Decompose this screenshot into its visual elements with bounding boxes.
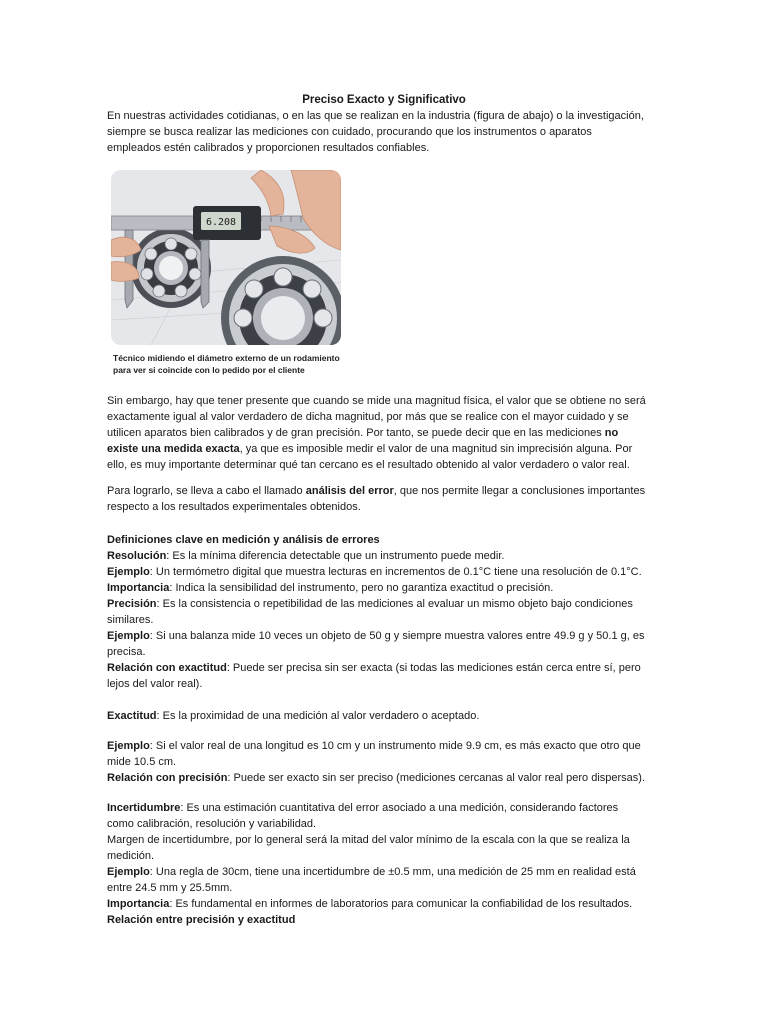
- bold-text: no: [604, 427, 619, 439]
- text-run: , ya que es imposible medir el valor de una magnitud sin imprecisión alguna. Por: [239, 443, 633, 455]
- intro-line: En nuestras actividades cotidianas, o en las que se realizan en la industria (figura de abajo) o la investigación,: [107, 110, 644, 122]
- definition-text: Margen de incertidumbre, por lo general será la mitad del valor mínimo de la escala con la que se realiza la: [107, 834, 630, 846]
- definition-text: : Una regla de 30cm, tiene una incertidumbre de ±0.5 mm, una medición de 25 mm en realidad está: [149, 866, 636, 878]
- intro-line: empleados estén calibrados y proporcionen resultados confiables.: [107, 142, 430, 154]
- caption-line: para ver si coincide con lo pedido por el cliente: [113, 365, 305, 375]
- bold-text: análisis del error: [305, 485, 394, 497]
- paragraph-para-lograrlo: [107, 483, 667, 515]
- definition-exactitud: [107, 708, 667, 724]
- definition-ejemplo: [107, 564, 667, 580]
- bold-text: Definiciones clave en medición y análisis de errores: [107, 534, 380, 546]
- intro-paragraph: [107, 108, 667, 156]
- definition-text: : Es la consistencia o repetibilidad de las mediciones al evaluar un mismo objeto bajo condiciones: [156, 598, 633, 610]
- term: Resolución: [107, 550, 167, 562]
- definition-text: medición.: [107, 850, 155, 862]
- paragraph-line: ello, es muy importante determinar qué tan cercano es el resultado obtenido al valor verdadero o valor real.: [107, 459, 630, 471]
- caliper-display-reading: 6.208: [205, 217, 237, 228]
- term: Incertidumbre: [107, 802, 181, 814]
- definition-text: lejos del valor real).: [107, 678, 203, 690]
- definition-text: entre 24.5 mm y 25.5mm.: [107, 882, 233, 894]
- definition-incertidumbre: [107, 800, 667, 816]
- text-run: , que nos permite llegar a conclusiones importantes: [393, 485, 646, 497]
- term: Importancia: [107, 898, 170, 910]
- term: Ejemplo: [107, 740, 150, 752]
- bold-text: Relación entre precisión y exactitud: [107, 914, 296, 926]
- definition-importancia: [107, 896, 667, 912]
- definition-ejemplo-exactitud-block: [107, 738, 667, 786]
- intro-line: siempre se busca realizar las mediciones con cuidado, procurando que los instrumentos o aparatos: [107, 126, 592, 138]
- section-heading: [107, 532, 667, 548]
- definition-text: : Si el valor real de una longitud es 10 cm y un instrumento mide 9.9 cm, es más exacto que otro que: [149, 740, 641, 752]
- section-heading: [107, 912, 667, 928]
- definition-text: similares.: [107, 614, 154, 626]
- paragraph-line: respecto a los resultados experimentales obtenidos.: [107, 501, 361, 513]
- paragraph-line: [107, 425, 667, 441]
- text-run: Para lograrlo, se lleva a cabo el llamado: [107, 485, 306, 497]
- definition-text: : Es la proximidad de una medición al valor verdadero o aceptado.: [156, 710, 480, 722]
- definition-text: : Si una balanza mide 10 veces un objeto de 50 g y siempre muestra valores entre 49.9 g y 50.1 g, es: [149, 630, 645, 642]
- paragraph-line: Sin embargo, hay que tener presente que cuando se mide una magnitud física, el valor que se obtiene no será: [107, 395, 646, 407]
- definition-text: : Es una estimación cuantitativa del error asociado a una medición, considerando factores: [180, 802, 619, 814]
- definition-ejemplo: [107, 864, 667, 880]
- term: Exactitud: [107, 710, 157, 722]
- definition-ejemplo: [107, 628, 667, 644]
- paragraph-sin-embargo: [107, 393, 667, 473]
- definition-ejemplo: [107, 738, 667, 754]
- caliper-bearing-photo: [111, 170, 341, 345]
- term: Importancia: [107, 582, 170, 594]
- definition-resolucion: [107, 548, 667, 564]
- bold-text: existe una medida exacta: [107, 443, 240, 455]
- text-run: utilicen aparatos bien calibrados y de gran precisión. Por tanto, se puede decir que en las mediciones: [107, 427, 605, 439]
- definition-text: como calibración, resolución y variabilidad.: [107, 818, 317, 830]
- term: Relación con exactitud: [107, 662, 227, 674]
- definition-text: : Puede ser precisa sin ser exacta (si todas las mediciones están cerca entre sí, pero: [226, 662, 641, 674]
- definition-relacion-exactitud: [107, 660, 667, 676]
- definitions-section: [107, 532, 667, 692]
- definition-precision: [107, 596, 667, 612]
- definition-text: precisa.: [107, 646, 146, 658]
- caption-line: Técnico midiendo el diámetro externo de un rodamiento: [113, 353, 340, 363]
- paragraph-line: [107, 483, 667, 499]
- definition-text: : Es la mínima diferencia detectable que un instrumento puede medir.: [166, 550, 505, 562]
- page-title: Preciso Exacto y Significativo: [302, 94, 466, 106]
- term: Ejemplo: [107, 866, 150, 878]
- definition-incertidumbre-block: [107, 800, 667, 928]
- term: Ejemplo: [107, 566, 150, 578]
- definition-text: : Puede ser exacto sin ser preciso (mediciones cercanas al valor real pero dispersas).: [227, 772, 646, 784]
- definition-importancia: [107, 580, 667, 596]
- paragraph-line: exactamente igual al valor verdadero de dicha magnitud, por más que se realice con el mayor cuidado y se: [107, 411, 629, 423]
- paragraph-line: [107, 441, 667, 457]
- definition-text: : Un termómetro digital que muestra lecturas en incrementos de 0.1°C tiene una resolución de 0.1°C.: [149, 566, 642, 578]
- figure-caption: [113, 352, 373, 376]
- term: Precisión: [107, 598, 157, 610]
- definition-text: mide 10.5 cm.: [107, 756, 177, 768]
- definition-exactitud-block: [107, 708, 667, 724]
- definition-text: : Indica la sensibilidad del instrumento, pero no garantiza exactitud o precisión.: [169, 582, 554, 594]
- definition-relacion-precision: [107, 770, 667, 786]
- term: Relación con precisión: [107, 772, 228, 784]
- term: Ejemplo: [107, 630, 150, 642]
- definition-text: : Es fundamental en informes de laboratorios para comunicar la confiabilidad de los resultados.: [169, 898, 633, 910]
